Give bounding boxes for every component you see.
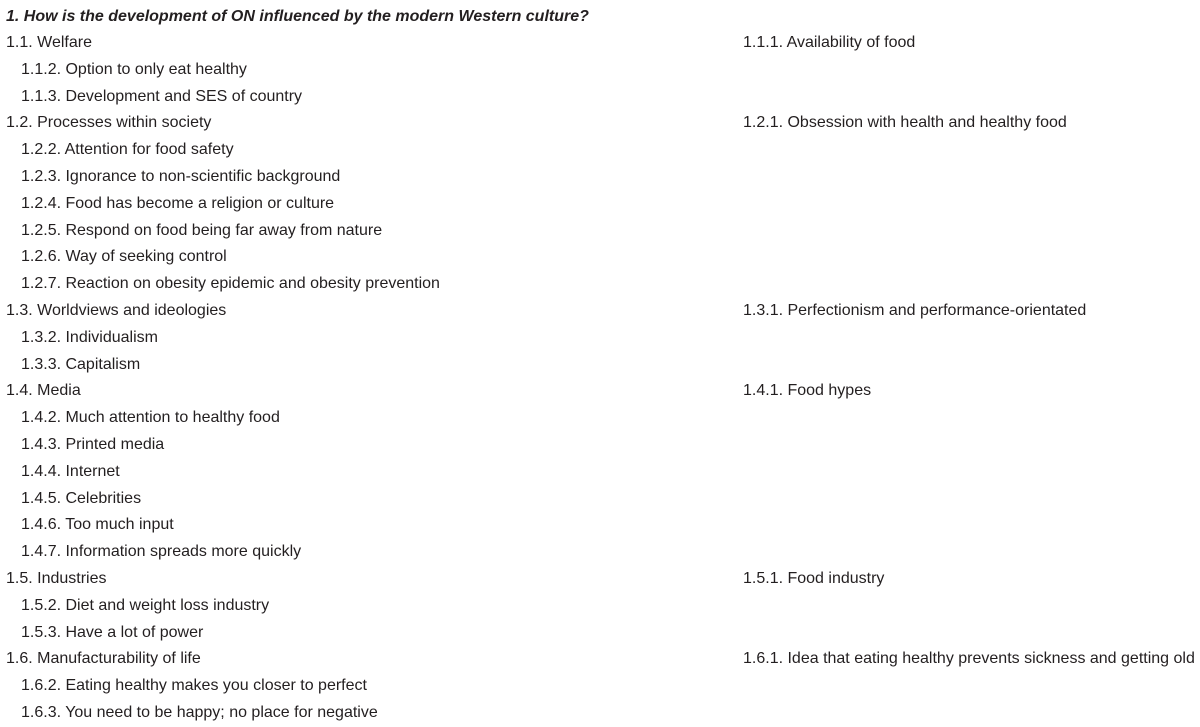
subcategory-label: 1.5.2. Diet and weight loss industry — [21, 596, 270, 614]
theme-row — [0, 486, 1200, 513]
category-label: 1.3. Worldviews and ideologies — [6, 301, 227, 319]
subcategory-label: 1.4.7. Information spreads more quickly — [21, 543, 302, 561]
theme-row — [0, 325, 1200, 352]
theme-row — [0, 673, 1200, 700]
category-label: 1.2. Processes within society — [6, 114, 212, 132]
theme-row — [0, 566, 1200, 593]
category-label: 1.5. Industries — [6, 569, 107, 587]
theme-row — [0, 271, 1200, 298]
theme-row — [0, 30, 1200, 57]
subcategory-label: 1.3.2. Individualism — [21, 328, 158, 346]
first-subcategory-label: 1.1.1. Availability of food — [743, 34, 916, 51]
category-label: 1.1. Welfare — [6, 34, 92, 51]
theme-row — [0, 218, 1200, 245]
first-subcategory-label: 1.4.1. Food hypes — [743, 382, 872, 400]
category-label: 1.6. Manufacturability of life — [6, 650, 201, 668]
subcategory-label: 1.3.3. Capitalism — [21, 355, 141, 373]
category-label: 1.4. Media — [6, 382, 81, 400]
theme-row — [0, 620, 1200, 647]
theme-row — [0, 57, 1200, 84]
theme-list — [0, 30, 1200, 727]
subcategory-label: 1.2.5. Respond on food being far away from nature — [21, 221, 383, 239]
theme-row — [0, 298, 1200, 325]
subcategory-label: 1.2.6. Way of seeking control — [21, 248, 227, 266]
theme-row — [0, 110, 1200, 137]
theme-row — [0, 459, 1200, 486]
theme-row — [0, 164, 1200, 191]
subcategory-label: 1.2.4. Food has become a religion or culture — [21, 194, 335, 212]
subcategory-label: 1.4.4. Internet — [21, 462, 120, 480]
subcategory-label: 1.4.6. Too much input — [21, 516, 174, 534]
theme-row — [0, 646, 1200, 673]
theme-row — [0, 191, 1200, 218]
subcategory-label: 1.5.3. Have a lot of power — [21, 623, 204, 641]
subcategory-label: 1.2.2. Attention for food safety — [21, 141, 234, 159]
subcategory-label: 1.6.3. You need to be happy; no place for negative — [21, 703, 378, 721]
theme-row — [0, 593, 1200, 620]
theme-row — [0, 244, 1200, 271]
theme-row — [0, 432, 1200, 459]
first-subcategory-label: 1.3.1. Perfectionism and performance-orientated — [743, 301, 1087, 319]
theme-row — [0, 352, 1200, 379]
subcategory-label: 1.2.3. Ignorance to non-scientific background — [21, 167, 341, 185]
theme-row — [0, 539, 1200, 566]
first-subcategory-label: 1.6.1. Idea that eating healthy prevents sickness and getting old — [743, 650, 1195, 668]
theme-row — [0, 137, 1200, 164]
first-subcategory-label: 1.2.1. Obsession with health and healthy food — [743, 114, 1067, 132]
subcategory-label: 1.4.3. Printed media — [21, 435, 165, 453]
subcategory-label: 1.1.2. Option to only eat healthy — [21, 60, 247, 78]
subcategory-label: 1.1.3. Development and SES of country — [21, 87, 303, 105]
subcategory-label: 1.2.7. Reaction on obesity epidemic and obesity prevention — [21, 275, 440, 293]
question-title: 1. How is the development of ON influenced by the modern Western culture? — [6, 8, 589, 25]
theme-row — [0, 84, 1200, 111]
subcategory-label: 1.4.2. Much attention to healthy food — [21, 409, 280, 427]
subcategory-label: 1.6.2. Eating healthy makes you closer to perfect — [21, 677, 367, 695]
first-subcategory-label: 1.5.1. Food industry — [743, 569, 885, 587]
subcategory-label: 1.4.5. Celebrities — [21, 489, 142, 507]
theme-row — [0, 405, 1200, 432]
theme-row — [0, 512, 1200, 539]
theme-row — [0, 378, 1200, 405]
theme-row — [0, 700, 1200, 727]
